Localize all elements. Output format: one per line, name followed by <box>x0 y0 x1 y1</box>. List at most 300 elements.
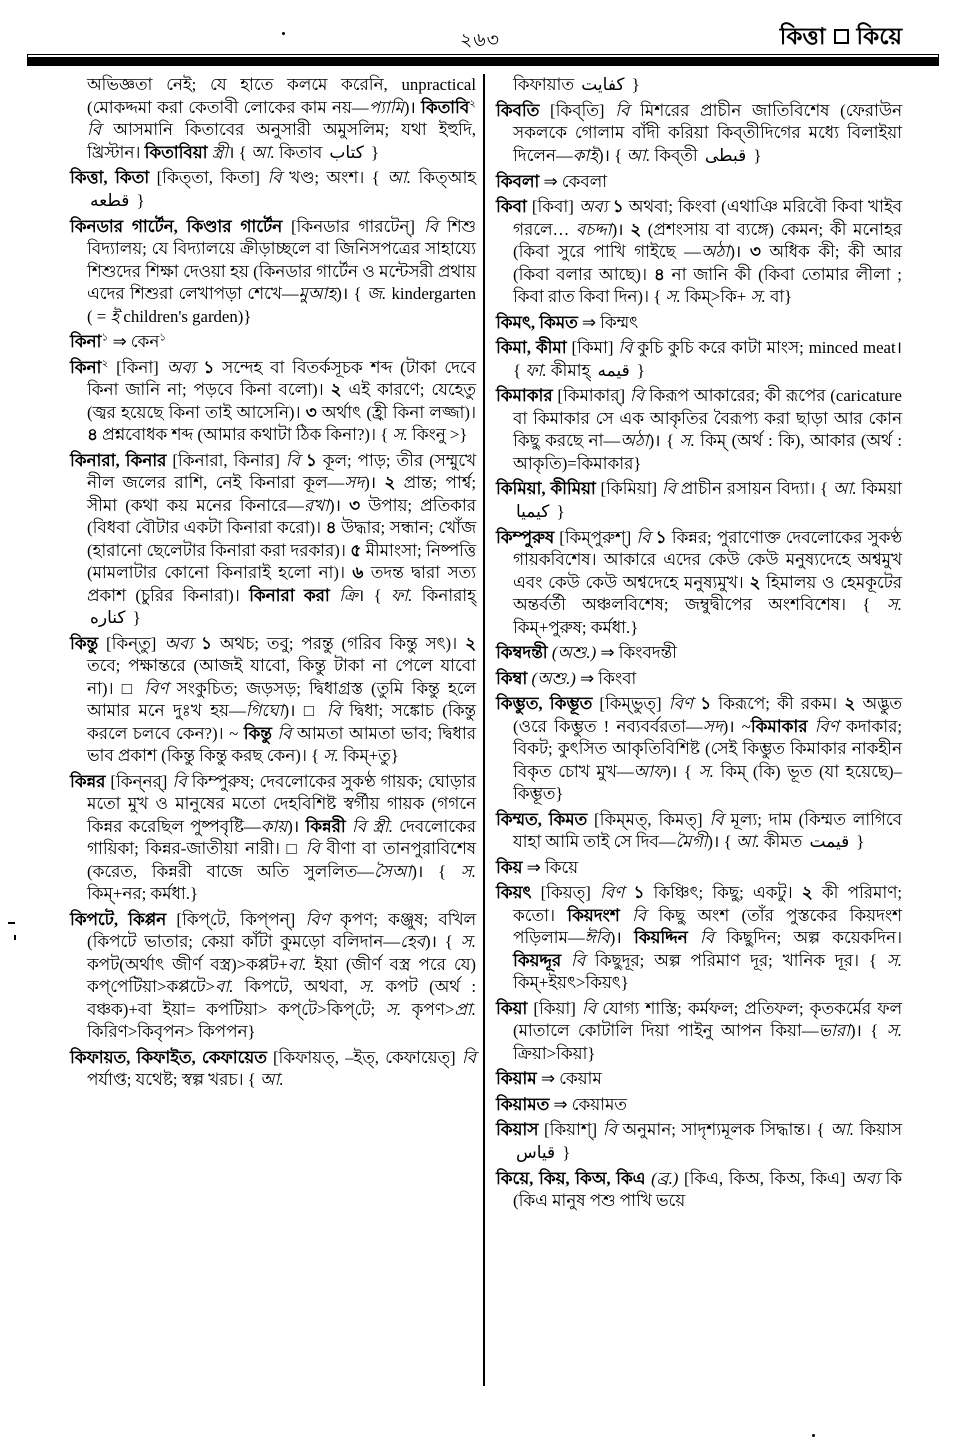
italic-run: বি <box>618 338 638 358</box>
text-run: প্রাচীন রসায়ন বিদ্যা। { <box>680 479 833 499</box>
text-run: কিছুদূর; অল্প পরিমাণ দূর; খানিক দূর। { <box>594 950 887 970</box>
italic-run: প্রা. <box>454 999 476 1019</box>
headword-run: কিমাকার <box>750 716 815 736</box>
italic-run: ফা. <box>525 360 547 380</box>
text-run: [কিম্‌ভুত্] <box>599 694 669 714</box>
italic-run: ভারা <box>818 1021 850 1041</box>
text-run: অথবা; কিংবা (এথাঞি মরিবৌ কিবা খাইব গরলে… <box>513 197 903 239</box>
right-column <box>490 74 902 1386</box>
entry-continuation <box>70 74 476 164</box>
text-run: কিম্+তু} <box>338 746 399 766</box>
dictionary-entry <box>496 882 902 995</box>
italic-run: বি <box>581 998 603 1018</box>
headword-run: কিয়ৎ <box>496 883 541 903</box>
arabic-run: قيمت <box>809 832 850 853</box>
text-run: কৃপণ> <box>401 999 455 1019</box>
dictionary-entry <box>496 642 902 665</box>
italic-run: বচদ্দা <box>575 219 612 239</box>
headword-run: কিমিয়া, কীমিয়া <box>496 479 601 499</box>
text-run: অভিজ্ঞতা নেই; যে হাতে কলমে করেনি, unpractical (মোকদ্দমা করা কেতাবী লোকের কাম নয়— <box>87 75 476 117</box>
text-run: )। { <box>411 861 461 881</box>
italic-run: স. <box>392 425 408 445</box>
headword-run: কিম্ভুত, কিম্ভূত <box>496 694 600 714</box>
headword-run: ১ <box>203 357 223 377</box>
text-run: [কিমা] <box>571 338 619 358</box>
italic-run: (অশু.) <box>551 643 597 663</box>
italic-run: (অশু.) <box>531 668 576 688</box>
text-run: [কিন্‌তু] <box>106 633 165 653</box>
text-run: ⇒ কিংবদন্তী <box>596 643 677 663</box>
text-run: কিফায়াত <box>513 75 579 94</box>
headword-run: কিবতি <box>496 100 551 120</box>
italic-run: বি <box>699 928 727 948</box>
italic-run: আ. <box>735 832 760 852</box>
text-run: [কিব্‌তি] <box>550 100 616 120</box>
text-run: সন্দেহ বা বিতর্কসূচক শব্দ (টাকা দেবে কিনা জানি না; পড়বে কিনা বলো)। <box>87 357 476 400</box>
guide-word-left: কিত্তা <box>779 24 826 49</box>
italic-run: স. <box>750 287 766 307</box>
arabic-run: قطعه <box>90 190 130 211</box>
text-run: কিব্‌তী <box>650 145 702 165</box>
text-run: অর্থাৎ (হ্রী কিনা লজ্জা)। <box>321 402 476 422</box>
text-run: )। ~ <box>722 716 751 736</box>
text-run: [কিন্‌নর্] <box>110 771 173 791</box>
italic-run: অঠা <box>620 431 649 451</box>
headword-run: কিন্তু <box>243 723 278 743</box>
headword-run: ৪ <box>325 518 342 538</box>
text-run: কপট(অর্থাৎ জীর্ণ বস্ত্র)>কপ্পট+ <box>87 954 288 974</box>
text-run: } <box>852 832 865 852</box>
headword-run: কিনারা করা <box>249 585 340 605</box>
headword-run: ২ <box>384 473 404 493</box>
text-run: ⇒ কেয়ামত <box>549 1094 627 1114</box>
italic-run: মুআহ <box>298 284 337 304</box>
text-run: ⇒ কিম্মৎ <box>577 312 639 332</box>
text-run: )। <box>329 495 350 515</box>
text-run: [কিএ, কিঅ, কিঅ, কিএ] <box>684 1168 852 1188</box>
headword-run: ৩ <box>349 495 369 515</box>
text-run: যোগ্য শাস্তি; কর্মফল; প্রতিফল; কৃতকর্মের ফল (মাতালে কোটালি দিয়া পাইনু আপন কিয়া— <box>513 998 902 1041</box>
headword-run: কিতাবিয়া <box>144 142 212 162</box>
text-run: [কিয়াশ্] <box>544 1120 603 1140</box>
headword-run: ১ <box>633 883 654 903</box>
text-run: কিম্>কি+ <box>680 287 751 307</box>
headword-run: ১ <box>305 450 323 470</box>
italic-run: বি <box>631 905 659 925</box>
text-run: )। { <box>425 932 461 952</box>
headword-run: ৩ <box>305 402 322 422</box>
text-run: )। { <box>648 431 680 451</box>
italic-run: রখা <box>303 495 330 515</box>
italic-run: বি <box>602 1120 623 1140</box>
headword-run: কিপটে, কিপ্পন <box>70 909 177 929</box>
dictionary-entry <box>496 385 902 475</box>
text-run: কিনারাহ্ <box>412 585 476 605</box>
left-column <box>70 74 476 1386</box>
headword-run: ১ <box>612 197 629 217</box>
text-run: কিয়াস <box>854 1120 903 1140</box>
text-run: বীণা বা তানপুরাবিশেষ (করেত, কিন্নরী বাজে অতি সুললিত— <box>87 839 476 881</box>
dictionary-entry <box>70 909 476 1044</box>
headword-run: কিন্নর <box>70 771 111 791</box>
italic-run: জ. <box>366 284 387 304</box>
dictionary-entry <box>70 216 476 329</box>
text-run: উপায়; প্রতিকার (বিধবা বৌটার একটা কিনারা করো)। <box>87 495 476 538</box>
italic-run: স. <box>665 287 681 307</box>
italic-run: অব্য <box>578 197 613 217</box>
text-run: [কিয়ত্] <box>540 883 600 903</box>
headword-run: কিয়াম <box>496 1069 537 1089</box>
text-run: কী পরিমাণ; কতো। <box>513 883 903 925</box>
text-run: } <box>558 1142 571 1162</box>
dictionary-entry <box>496 478 902 523</box>
dictionary-entry <box>496 857 902 880</box>
text-run: )। { <box>707 832 736 852</box>
italic-run: কায় <box>260 816 288 836</box>
text-run: (প্রশংসায় বা ব্যঙ্গে) কেমন; কী মনোহর (কিবা সুরে পাখি গাইছে — <box>513 219 902 262</box>
italic-run: আফ <box>633 761 666 781</box>
text-run: বা} <box>765 287 793 307</box>
print-speck <box>8 922 15 924</box>
text-run: )। □ <box>283 701 327 721</box>
italic-run: স. <box>385 999 402 1019</box>
italic-run: স. <box>323 746 339 766</box>
text-run: [কিম্‌পুরুশ্] <box>559 527 637 547</box>
text-run: )। <box>609 928 634 948</box>
text-run: আসমানি কিতাবের অনুসারী অমুসলিম; যথা ইহুদি, খ্রিস্টান। <box>87 120 476 162</box>
italic-run: স. <box>460 932 476 952</box>
italic-run: ক্রি <box>339 585 358 605</box>
italic-run: অব্য <box>164 633 201 653</box>
italic-run: আ. <box>626 145 651 165</box>
text-run: [কিম্‌মত্, কিমত্] <box>594 809 710 829</box>
italic-run: অঠা <box>700 242 730 262</box>
text-run: কিম্+নর; কর্মধা.} <box>87 884 199 904</box>
italic-run: বি <box>277 723 298 743</box>
italic-run: বিণ <box>599 883 634 903</box>
italic-run: সদ <box>344 473 365 493</box>
headword-run: কিয় <box>496 857 523 877</box>
italic-run: স. <box>679 431 695 451</box>
dictionary-entry <box>70 357 476 447</box>
text-run: )। <box>611 219 631 239</box>
headword-run: কিনারা, কিনার <box>70 450 173 470</box>
arabic-run: كتاب <box>329 142 364 163</box>
headword-run: ৩ <box>749 242 770 262</box>
headword-run: ৪ <box>653 264 672 284</box>
text-run: আমতা আমতা ভাব; দ্বিধার ভাব প্রকাশ (কিন্তু কিন্তু করছ কেন)। { <box>87 723 477 766</box>
headword-run: কিয়দংশ <box>567 905 632 925</box>
italic-run: বি <box>636 527 656 547</box>
text-run: ক্রিয়া>কিয়া} <box>513 1043 596 1063</box>
headword-run: ৬ <box>352 563 371 583</box>
dictionary-entry <box>496 527 902 640</box>
text-run: [কিপ্‌টে, কিপ্‌পন্] <box>176 909 306 929</box>
text-run: হিমালয় ও হেমকূটের অন্তর্বর্তী অঞ্চলবিশেষ; জম্বুদ্বীপের অংশবিশেষ। { <box>513 572 903 615</box>
superscript-run: ১ <box>159 332 167 344</box>
text-run: তবে; পক্ষান্তরে (আজই যাবো, কিন্তু টাকা না পেলে যাবো না)। □ <box>87 656 476 698</box>
headword-run: কিমৎ, কিমত <box>496 312 578 332</box>
text-run: শিশু বিদ্যালয়; যে বিদ্যালয়ে ক্রীড়াচ্ছলে বা জিনিসপত্রের সাহায্যে শিশুদের শিক্ষা দেওয়া হয় (কিনডার গার্টেন ও মন্টেসরী প্রথায় এদের শিশুরা লেখাপড়া শেখে— <box>87 216 476 304</box>
italic-run: আ. <box>830 1120 854 1140</box>
dictionary-entry <box>70 633 476 768</box>
superscript-run: ১ <box>101 332 109 344</box>
headword-run: কিয়া <box>496 998 534 1018</box>
text-run: কিম্+পুরুষ; কর্মধা.} <box>513 617 639 637</box>
headword-run: কিবলা <box>496 171 540 191</box>
text-run: } <box>627 75 640 94</box>
text-run: [কিনারা, কিনার] <box>172 450 286 470</box>
italic-run: বিণ <box>305 909 340 929</box>
italic-run: স. <box>886 950 902 970</box>
headword-run: কিয়ে, কিয়, কিঅ, কিএ <box>496 1168 652 1188</box>
headword-run: কিম্মত, কিমত <box>496 809 595 829</box>
guide-word-right: কিয়ে <box>856 24 902 49</box>
text-run: ⇒ কিংবা <box>575 668 637 688</box>
italic-run: বা. <box>287 954 307 974</box>
text-run: কূল; পাড়; তীর (সম্মুখে নীল জলের রাশি, নেই কিনারা কূল— <box>87 450 476 493</box>
text-run: কিত্‌আহ <box>411 168 477 188</box>
dictionary-entry <box>70 331 476 354</box>
text-run: কীমত <box>759 832 807 852</box>
italic-run: ফা. <box>391 585 413 605</box>
text-run: )। <box>287 816 306 836</box>
dictionary-entry <box>496 312 902 335</box>
text-run: সংকুচিত; জড়সড়; দ্বিধাগ্রস্ত (তুমি কিন্তু হলে আমার মনে দুঃখ হয়— <box>87 678 477 721</box>
dictionary-entry <box>496 1168 902 1213</box>
dictionary-entry <box>496 1094 902 1117</box>
dictionary-entry <box>496 100 902 168</box>
italic-run: বি <box>570 950 595 970</box>
text-run: কীমাহ্ <box>546 360 595 380</box>
headword-run: কিয়দ্দিন <box>633 928 700 948</box>
text-run: [কিয়া] <box>533 998 582 1018</box>
text-run: kindergarten ( = <box>87 284 476 326</box>
text-run: অনুমান; সাদৃশ্যমূলক সিদ্ধান্ত। { <box>622 1120 831 1140</box>
text-run: ⇒ কেয়াম <box>536 1069 602 1089</box>
italic-run: স. <box>460 861 476 881</box>
italic-run: (ব্র.) <box>651 1168 685 1188</box>
text-run: কি (কিএ মানুষ পশু পাখি ভয়ে <box>513 1168 902 1211</box>
italic-run: বিণ <box>668 694 701 714</box>
text-run: )। <box>364 473 385 493</box>
dictionary-entry <box>70 771 476 906</box>
text-run: দেবলোকের গায়িকা; কিন্নর-জাতীয়া নারী। □ <box>87 816 476 859</box>
italic-run: প্যামি <box>368 97 404 117</box>
headword-run: কিমা, কীমা <box>496 338 572 358</box>
headword-run: কিয়াস <box>496 1120 545 1140</box>
italic-run: স্ত্রী <box>211 142 229 162</box>
text-run: )। { <box>849 1021 887 1041</box>
column-divider <box>483 74 485 1386</box>
text-run: )। { <box>598 145 627 165</box>
text-run: [কিফায়ত্, –ইত্, কেফায়েত্] <box>272 1047 462 1067</box>
headword-run: কিনা <box>70 357 102 377</box>
print-speck <box>282 32 285 35</box>
italic-run: আ. <box>259 1070 284 1090</box>
headword-run: ২ <box>844 694 863 714</box>
text-run: } <box>749 145 762 165</box>
italic-run: বি <box>305 839 327 859</box>
text-run: [কিমাকার্] <box>557 386 630 406</box>
text-run: না জানি কী (কিবা তোমার লীলা ; কিবা রাত কিবা দিন)। { <box>513 264 902 307</box>
headword-run: কিত্তা, কিতা <box>70 168 157 188</box>
arabic-run: قبطى <box>704 145 747 166</box>
headword-run: কিতাবি <box>421 97 470 117</box>
italic-run: বি <box>326 701 350 721</box>
text-run: । { <box>357 585 391 605</box>
text-run: কিম্+ইয়ৎ>কিয়ৎ} <box>513 973 629 993</box>
text-run: কিরিণ>কিবৃপন> কিপপন} <box>87 1022 256 1042</box>
text-run: প্রান্ত; পার্শ্ব; সীমা (কথা কয় মনের কিনারে— <box>87 473 476 515</box>
italic-run: কাই <box>572 145 599 165</box>
text-run: কদাকার; বিকট; কুৎসিত আকৃতিবিশিষ্ট (সেই কিম্ভুত কিমাকার নাকহীন বিকৃত চোখ মুখ— <box>513 716 902 781</box>
text-run: উদ্ধার; সন্ধান; খোঁজ (হারানো ছেলেটার কিনারা করা দরকার)। <box>87 518 476 560</box>
dictionary-entry <box>496 337 902 382</box>
text-run: কুচি কুচি করে কাটা মাংস; minced meat। { <box>513 338 902 380</box>
dictionary-entry <box>70 167 476 212</box>
text-run: কিছু অংশ (তাঁর পুস্তকের কিয়দংশ পড়িলাম— <box>513 905 902 948</box>
text-run: [কিমিয়া] <box>600 479 662 499</box>
text-run: [কিত্‌তা, কিতা] <box>156 168 268 188</box>
text-run: } <box>366 142 380 162</box>
italic-run: সৈআ <box>373 861 412 881</box>
text-run: children's garden)} <box>119 306 252 326</box>
dictionary-entry <box>496 998 902 1066</box>
text-run: কিংনু >} <box>407 425 468 445</box>
text-run: ⇒ কেবলা <box>539 171 607 191</box>
italic-run: বি <box>615 100 641 120</box>
dictionary-entry <box>496 809 902 854</box>
dictionary-entry <box>496 1068 902 1091</box>
headword-run: কিম্পুরুষ <box>496 527 560 547</box>
arabic-run: قيمه <box>597 360 630 381</box>
text-run: [কিনা] <box>108 357 167 377</box>
headword-run: ২ <box>749 572 767 592</box>
text-run: । { <box>228 142 251 162</box>
dictionary-entry <box>496 1119 902 1164</box>
text-run: অধিক কী; কী আর (কিবা বলার আছে)। <box>513 242 902 284</box>
text-run: কিরূপ আকারের; কী রূপের (caricature বা কিমাকার সে এক আকৃতির বৈরূপ্য করা ছাড়া আর কোন কিছু করছে না— <box>513 386 903 451</box>
headword-run: ২ <box>330 380 349 400</box>
text-run: মূল্য; দাম (কিম্মত লাগিবে যাহা আমি তাই সে দিব— <box>513 809 902 852</box>
italic-run: বা. <box>214 977 234 997</box>
text-run: এই কারণে; যেহেতু (জ্বর হয়েছে কিনা তাই আসেনি)। <box>87 380 477 422</box>
entry-continuation <box>496 74 902 97</box>
print-speck <box>14 935 16 940</box>
text-run: [কিনডার গারটেন্] <box>290 216 424 236</box>
text-run: দ্বিধা; সঙ্কোচ (কিন্তু করলে চলবে কেন?)। ~ <box>87 701 477 743</box>
dictionary-entry <box>496 668 902 691</box>
headword-run: ১ <box>700 694 719 714</box>
text-run: )। { <box>336 284 367 304</box>
italic-run: অব্য <box>851 1168 886 1188</box>
headword-run: ১ <box>201 633 220 653</box>
italic-run: স. <box>359 977 375 997</box>
italic-run: স. <box>886 595 902 615</box>
italic-run: বি <box>709 809 731 829</box>
text-run: পর্যাপ্ত; যথেষ্ট; স্বল্প খরচ। { <box>87 1070 260 1090</box>
headword-run: কিফায়ত, কিফাইত, কেফায়েত <box>70 1047 273 1067</box>
arabic-run: قياس <box>516 1142 556 1163</box>
dictionary-entry <box>496 196 902 309</box>
text-run: কিঞ্চিৎ; কিছু; একটু। <box>653 883 802 903</box>
italic-run: বি <box>87 120 102 139</box>
arabic-run: كيميا <box>516 501 550 522</box>
italic-run: অব্য <box>166 357 204 377</box>
text-run: [কিবা] <box>531 197 579 217</box>
text-run: ⇒ কেন <box>108 332 160 352</box>
italic-run: বি <box>267 168 282 188</box>
arabic-run: كفايت <box>581 75 625 95</box>
italic-run: আ. <box>832 479 857 499</box>
headword-run: কিয়ামত <box>496 1094 550 1114</box>
dictionary-entry <box>496 693 902 806</box>
superscript-run: ২ <box>101 357 109 369</box>
text-run: )। { <box>665 761 699 781</box>
italic-run: গিঘো <box>245 701 284 721</box>
italic-run: বিণ <box>814 716 847 736</box>
text-run: ⇒ কিয়ে <box>522 857 579 877</box>
italic-run: স. <box>886 1021 902 1041</box>
text-run: কিময়া <box>856 479 902 499</box>
headword-run: কিবা <box>496 197 532 217</box>
headword-run: কিমাকার <box>496 386 558 406</box>
italic-run: বিণ <box>144 678 177 698</box>
italic-run: ঈবি <box>584 928 610 948</box>
headword-run: কিনা <box>70 332 102 352</box>
text-run: কিন্নর; পুরাণোক্ত দেবলোকের সুকণ্ঠ গায়কবিশেষ। আকারে এদের কেউ কেউ মনুষ্যদেহে অশ্বমুখ এবং কেউ কেউ অশ্বদেহে মনুষ্যমুখ। <box>513 527 902 592</box>
text-run: তদন্ত দ্বারা সত্য প্রকাশ (চুরির কিনারা)। <box>87 563 477 605</box>
text-run: )। <box>403 97 422 117</box>
italic-run: হেব <box>400 932 426 952</box>
italic-run: ই <box>110 306 120 326</box>
text-run: কিতাব <box>274 142 327 162</box>
superscript-run: ২ <box>469 97 476 109</box>
headword-run: কিয়দ্দূর <box>513 950 571 970</box>
italic-run: সদ <box>702 716 723 736</box>
italic-run: বি <box>172 771 192 791</box>
headword-run: কিম্বা <box>496 668 532 688</box>
text-run: কিম্পুরুষ; দেবলোকের সুকণ্ঠ গায়ক; ঘোড়ার মতো মুখ ও মানুষের মতো দেহবিশিষ্ট স্বর্গীয় গায়ক (গগনে কিন্নর করেছিল পুষ্পবৃষ্টি— <box>87 771 476 836</box>
text-run: )। <box>729 242 750 262</box>
italic-run: আ. <box>250 142 275 162</box>
arabic-run: كناره <box>90 608 126 629</box>
text-run: কৃপণ; কঞ্জুষ; বখিল (কিপটে ভাতার; কেয়া কাঁটা কুমড়ো বলিদান— <box>87 909 477 952</box>
headword-run: ৪ <box>87 425 103 445</box>
text-run: } <box>132 190 145 210</box>
text-run: কিরূপে; কী রকম। <box>718 694 845 714</box>
text-run: কিপটে, অথবা, <box>233 977 359 997</box>
guide-words <box>780 18 902 57</box>
print-speck <box>812 1434 815 1437</box>
text-run: প্রশ্নবোধক শব্দ (আমার কথাটা ঠিক কিনা?)। { <box>102 425 393 445</box>
text-run: কিম্ (কি) ভূত (যা হয়েছে)–কিম্ভূত} <box>513 761 902 804</box>
page-number: ২৬৩ <box>459 30 501 51</box>
text-run: মিশরের প্রাচীন জাতিবিশেষ (ফেরাউন সকলকে গোলাম বাঁদী করিয়া কিব্‌তীদিগের মধ্যে বিলাইয়া দিলেন— <box>513 100 902 165</box>
text-run: খণ্ড; অংশ। { <box>281 168 388 188</box>
text-run: অদ্ভুত (ওরে কিম্ভুত ! নব্যবর্বরতা— <box>513 694 903 736</box>
italic-run: বি <box>461 1047 476 1067</box>
text-run: } <box>552 501 565 521</box>
headword-run: ১ <box>655 527 672 547</box>
headword-run: কিনডার গার্টেন, কিণ্ডার গার্টেন <box>70 216 291 236</box>
text-columns <box>70 74 908 1386</box>
headword-run: কিন্নরী <box>305 816 352 836</box>
italic-run: বি <box>423 216 438 236</box>
italic-run: বি <box>285 450 306 470</box>
text-run: কিছুদিন; অল্প কয়েকদিন। <box>726 928 902 948</box>
